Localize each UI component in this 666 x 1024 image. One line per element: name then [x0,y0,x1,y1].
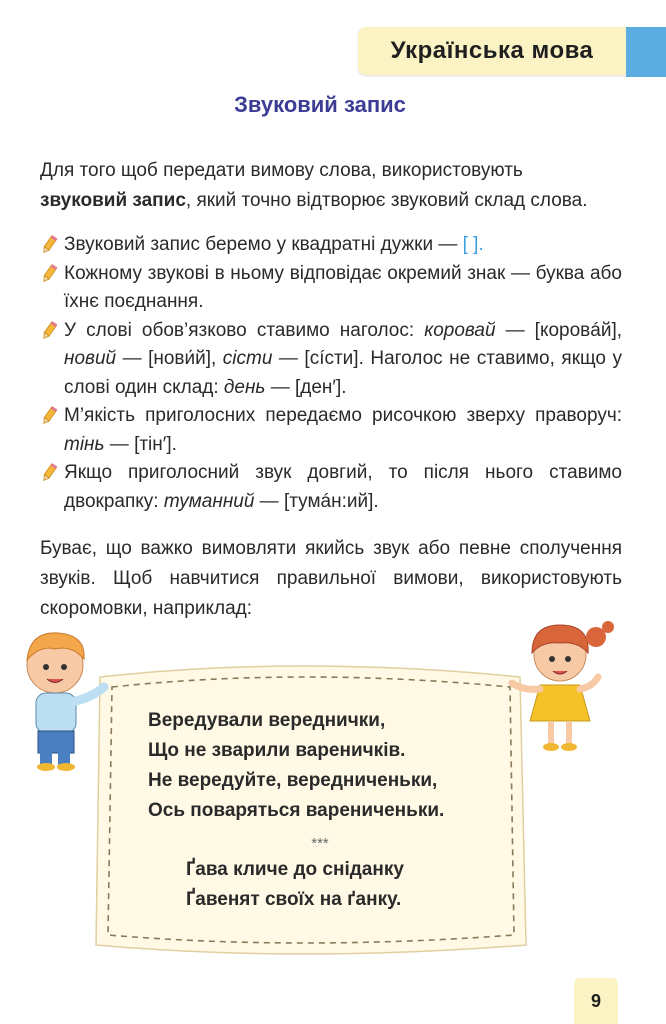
dash: — [116,348,149,369]
example-transcription: [сíсти] [304,348,359,369]
dash: — [254,490,284,512]
pencil-icon [40,406,58,426]
rule-item [40,231,622,260]
pencil-icon [40,463,58,483]
poem-line: Вередували вереднички, [148,710,386,731]
rule-item [40,402,622,459]
page-number: 9 [574,978,618,1024]
rules-list [40,231,622,516]
example-word: туманний [163,490,255,512]
poem-line: Ось поваряться варениченьки. [148,800,445,821]
tongue-twister-2 [186,855,486,915]
example-word: день [223,376,266,398]
example-word: сісти [222,348,273,369]
period: . [341,376,347,398]
boy-figure [27,633,104,771]
rule-text: Звуковий запис беремо у квадратні дужки — [64,234,458,255]
dash: — [272,348,305,369]
example-transcription: [тумáн:ий] [283,490,374,512]
intro-line1: Для того щоб передати вимову слова, використовують [40,160,523,181]
example-transcription: [ден′] [295,376,342,398]
tongue-twister-1 [120,706,520,854]
rule-text: У слові обов’язково ставимо наголос: [64,319,425,341]
intro-paragraph [40,156,622,216]
rule-text: Якщо приголосний звук довгий, то після нього ставимо двокрапку: [64,462,622,512]
rule-text: Кожному звукові в ньому відповідає окремий знак — буква або їхнє поєднання. [64,262,622,312]
dash: — [495,319,535,341]
poem-line: Не вередуйте, вередниченьки, [148,770,438,791]
period: . [171,433,177,455]
example-transcription: [коровáй] [534,319,617,341]
intro-bold-term: звуковий запис [40,190,186,211]
pencil-icon [40,321,58,341]
poem-line: Що не зварили вареничків. [148,740,406,761]
brackets-symbol: [ ]. [462,234,484,255]
dash: — [104,433,135,455]
example-transcription: [нови́й] [148,348,212,369]
period: . [373,490,379,512]
poem-line: Ґавенят своїх на ґанку. [186,889,402,910]
header-accent-bar [626,27,666,77]
pencil-icon [40,264,58,284]
separator: , [211,348,223,369]
example-word: коровай [424,319,496,341]
example-word: новий [64,348,117,369]
intro-line2: , який точно відтворює звуковий склад слова. [185,190,588,211]
girl-figure [512,621,614,751]
example-word: тінь [64,433,105,455]
example-transcription: [тін′] [134,433,172,455]
poem-line: Ґава кличе до сніданку [186,859,404,880]
subject-header: Українська мова [358,27,626,75]
separator: , [616,319,623,341]
pencil-icon [40,235,58,255]
rule-item [40,459,622,516]
rule-text: М’якість приголосних передаємо рисочкою зверху праворуч: [64,405,622,426]
rule-item [40,317,622,403]
outro-paragraph: Буває, що важко вимовляти якийсь звук або певне сполучення звуків. Щоб навчитися правильної вимови, використовують скоромовки, наприклад: [40,538,622,619]
section-title: Звуковий запис [234,92,406,117]
rule-item [40,260,622,317]
stars-separator: *** [311,835,329,852]
rule-text: . Наголос не ставимо, якщо у слові один склад: [64,348,622,398]
dash: — [265,376,295,398]
